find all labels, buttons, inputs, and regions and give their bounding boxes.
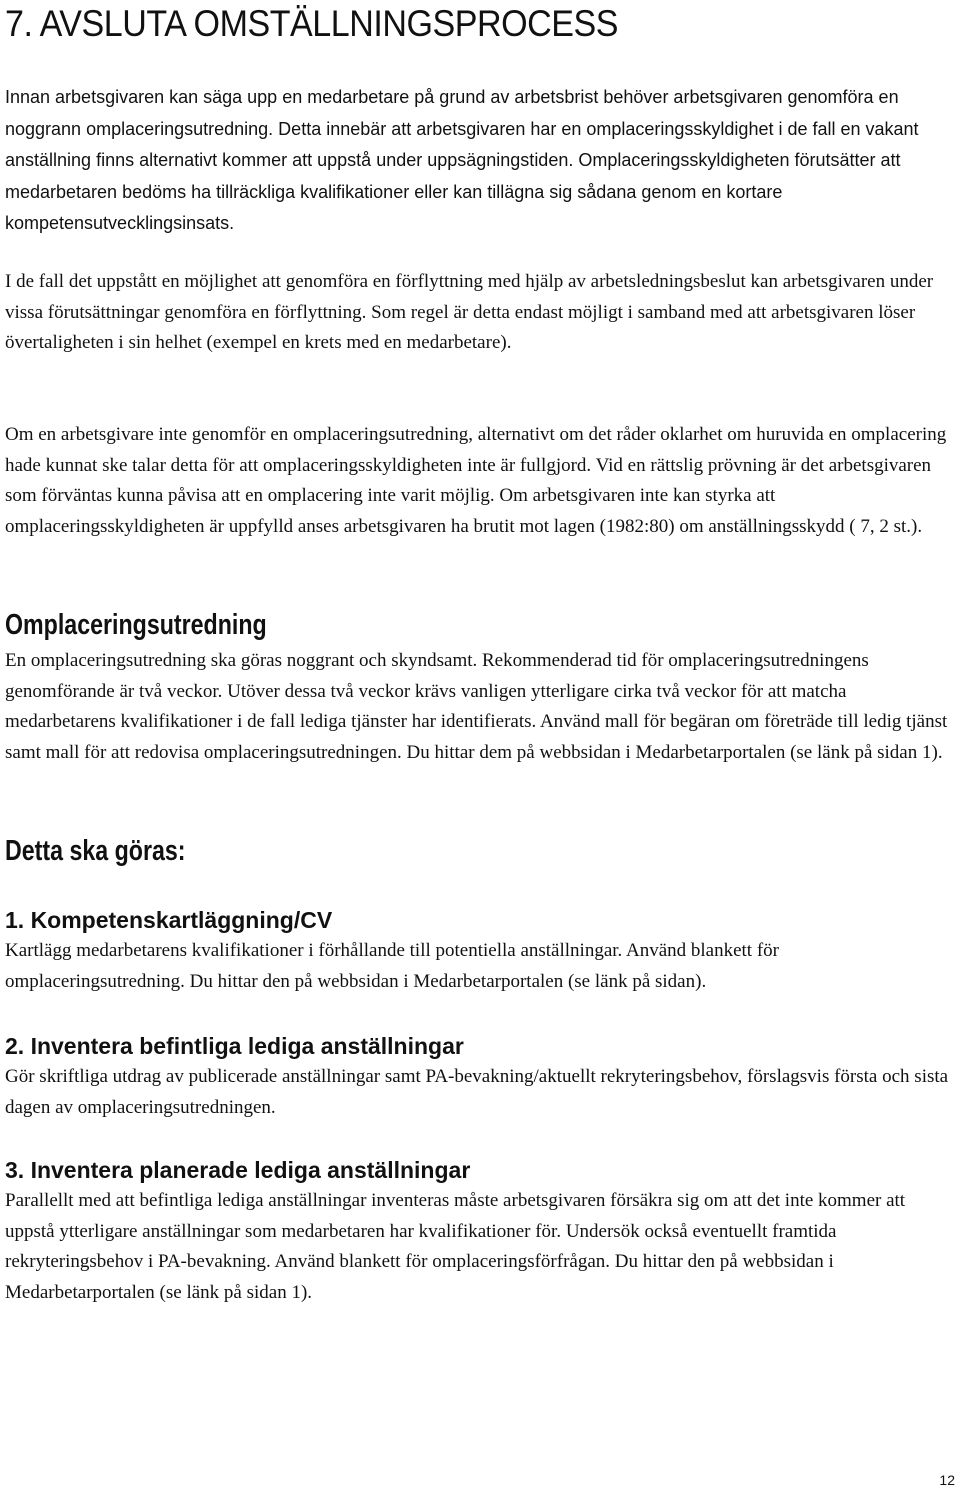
section-heading-omplaceringsutredning: Omplaceringsutredning bbox=[5, 609, 267, 641]
step-3-text: Parallellt med att befintliga lediga anställningar inventeras måste arbetsgivaren försäkra sig om att det inte kommer att uppstå ytterligare anställningar som medarbetaren har kvalifikationer för. Undersök också eventuellt framtida rekryteringsbehov i PA-bevakning. Använd blankett för omplaceringsförfrågan. Du hittar den på webbsidan i Medarbetarportalen (se länk på sidan 1). bbox=[5, 1190, 906, 1303]
step-2-heading: 2. Inventera befintliga lediga anställningar bbox=[5, 1033, 464, 1059]
step-2-text: Gör skriftliga utdrag av publicerade anställningar samt PA-bevakning/aktuellt rekryteringsbehov, förslagsvis första och sista dagen av omplaceringsutredningen. bbox=[5, 1066, 949, 1118]
step-3-heading: 3. Inventera planerade lediga anställningar bbox=[5, 1157, 471, 1183]
intro-paragraph bbox=[5, 82, 957, 240]
paragraph-omplaceringsutredning-krav: Om en arbetsgivare inte genomför en omplaceringsutredning, alternativt om det råder oklarhet om huruvida en omplacering hade kunnat ske talar detta för att omplaceringsskyldigheten inte är fullgjord. Vid en rättslig prövning är det arbetsgivaren som förväntas kunna påvisa att en omplacering inte varit möjlig. Om arbetsgivaren inte kan styrka att omplaceringsskyldigheten är uppfylld anses arbetsgivaren ha brutit mot lagen (1982:80) om anställningsskydd ( 7, 2 st.). bbox=[5, 424, 947, 537]
step-1-heading: 1. Kompetenskartläggning/CV bbox=[5, 907, 333, 933]
paragraph-forflyttning: I de fall det uppstått en möjlighet att genomföra en förflyttning med hjälp av arbetsledningsbeslut kan arbetsgivaren under vissa förutsättningar genomföra en förflyttning. Som regel är detta endast möjligt i samband med att arbetsgivaren löser övertaligheten i sin helhet (exempel en krets med en medarbetare). bbox=[5, 271, 934, 353]
section-text-omplaceringsutredning: En omplaceringsutredning ska göras noggrant och skyndsamt. Rekommenderad tid för omplaceringsutredningens genomförande är två veckor. Utöver dessa två veckor krävs vanligen ytterligare cirka två veckor för att matcha medarbetarens kvalifikationer i de fall lediga tjänster har identifierats. Använd mall för begäran om företräde till ledig tjänst samt mall för att redovisa omplaceringsutredningen. Du hittar dem på webbsidan i Medarbetarportalen (se länk på sidan 1). bbox=[5, 650, 948, 763]
page-title: 7. AVSLUTA OMSTÄLLNINGSPROCESS bbox=[5, 3, 618, 44]
intro-text: Innan arbetsgivaren kan säga upp en medarbetare på grund av arbetsbrist behöver arbetsgivaren genomföra en noggrann omplaceringsutredning. Detta innebär att arbetsgivaren har en omplaceringsskyldighet i de fall en vakant anställning finns alternativt kommer att uppstå under uppsägningstiden. Omplaceringsskyldigheten förutsätter att medarbetaren bedöms ha tillräckliga kvalifikationer eller kan tillägna sig sådana genom en kortare kompetensutvecklingsinsats. bbox=[5, 87, 919, 233]
section-heading-detta-ska-goras: Detta ska göras: bbox=[5, 835, 186, 867]
page-number: 12 bbox=[939, 1472, 955, 1488]
step-1-text: Kartlägg medarbetarens kvalifikationer i förhållande till potentiella anställningar. Använd blankett för omplaceringsutredning. Du hittar den på webbsidan i Medarbetarportalen (se länk på sidan). bbox=[5, 940, 779, 992]
